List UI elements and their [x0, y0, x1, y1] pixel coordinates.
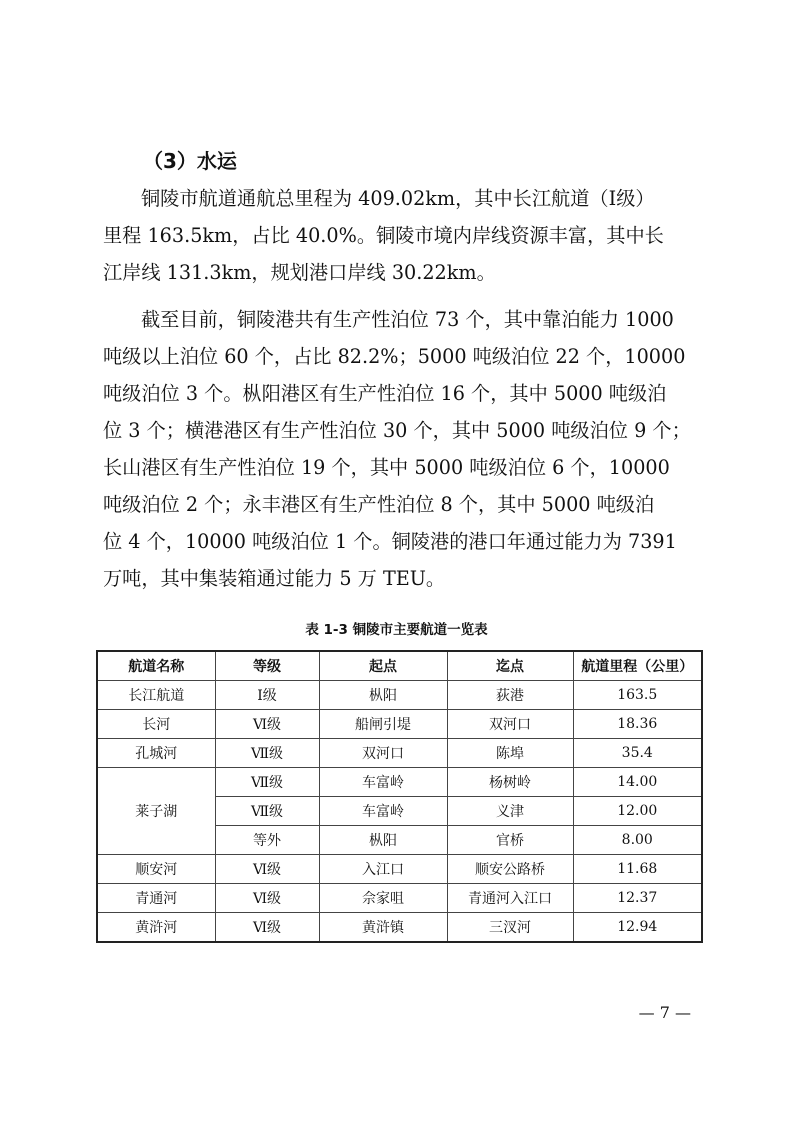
- text-line: 吨级泊位 3 个。枞阳港区有生产性泊位 16 个，其中 5000 吨级泊: [103, 382, 667, 405]
- cell-start-point: 枞阳: [319, 681, 447, 710]
- cell-mileage: 18.36: [573, 710, 702, 739]
- cell-grade: Ⅵ级: [215, 855, 319, 884]
- text-line: 位 4 个，10000 吨级泊位 1 个。铜陵港的港口年通过能力为 7391: [103, 530, 677, 553]
- text-line: 江岸线 131.3km，规划港口岸线 30.22km。: [103, 261, 496, 284]
- cell-end-point: 青通河入江口: [447, 884, 573, 913]
- cell-start-point: 黄浒镇: [319, 913, 447, 943]
- cell-grade: Ⅵ级: [215, 710, 319, 739]
- table-header-row: [97, 651, 702, 681]
- table-row: [97, 739, 702, 768]
- text-line: 长山港区有生产性泊位 19 个，其中 5000 吨级泊位 6 个，10000: [103, 456, 670, 479]
- cell-end-point: 杨树岭: [447, 768, 573, 797]
- cell-grade: Ⅶ级: [215, 797, 319, 826]
- paragraph-waterway-mileage: [103, 180, 698, 291]
- table-row: [97, 884, 702, 913]
- waterway-table: [96, 650, 703, 943]
- cell-mileage: 12.94: [573, 913, 702, 943]
- cell-route-name: 长河: [97, 710, 215, 739]
- cell-route-name: 莱子湖: [97, 768, 215, 855]
- cell-route-name: 孔城河: [97, 739, 215, 768]
- table-row: [97, 681, 702, 710]
- section-heading: （3）水运: [143, 149, 237, 173]
- cell-end-point: 义津: [447, 797, 573, 826]
- page-number: — 7 —: [638, 1003, 691, 1022]
- cell-end-point: 双河口: [447, 710, 573, 739]
- cell-end-point: 三汊河: [447, 913, 573, 943]
- table-row: [97, 913, 702, 943]
- cell-end-point: 官桥: [447, 826, 573, 855]
- cell-start-point: 双河口: [319, 739, 447, 768]
- text-line: 位 3 个；横港港区有生产性泊位 30 个，其中 5000 吨级泊位 9 个；: [103, 419, 691, 442]
- table-row: [97, 710, 702, 739]
- cell-mileage: 8.00: [573, 826, 702, 855]
- cell-start-point: 车富岭: [319, 797, 447, 826]
- cell-mileage: 35.4: [573, 739, 702, 768]
- cell-start-point: 车富岭: [319, 768, 447, 797]
- cell-grade: Ⅶ级: [215, 739, 319, 768]
- text-line: 里程 163.5km，占比 40.0%。铜陵市境内岸线资源丰富，其中长: [103, 224, 664, 247]
- cell-start-point: 入江口: [319, 855, 447, 884]
- text-line: 截至目前，铜陵港共有生产性泊位 73 个，其中靠泊能力 1000: [141, 308, 674, 331]
- cell-grade: Ⅵ级: [215, 913, 319, 943]
- header-mileage: 航道里程（公里）: [573, 651, 702, 681]
- paragraph-berths: [103, 301, 698, 597]
- cell-start-point: 枞阳: [319, 826, 447, 855]
- header-end-point: 迄点: [447, 651, 573, 681]
- table-row: [97, 855, 702, 884]
- header-start-point: 起点: [319, 651, 447, 681]
- text-line: 铜陵市航道通航总里程为 409.02km，其中长江航道（Ⅰ级）: [141, 187, 655, 210]
- cell-start-point: 佘家咀: [319, 884, 447, 913]
- text-line: 吨级以上泊位 60 个，占比 82.2%；5000 吨级泊位 22 个，10000: [103, 345, 686, 368]
- header-grade: 等级: [215, 651, 319, 681]
- table-caption: 表 1-3 铜陵市主要航道一览表: [305, 622, 488, 638]
- text-line: 吨级泊位 2 个；永丰港区有生产性泊位 8 个，其中 5000 吨级泊: [103, 493, 655, 516]
- cell-grade: Ⅶ级: [215, 768, 319, 797]
- cell-mileage: 12.00: [573, 797, 702, 826]
- cell-route-name: 黄浒河: [97, 913, 215, 943]
- cell-mileage: 163.5: [573, 681, 702, 710]
- cell-route-name: 青通河: [97, 884, 215, 913]
- cell-mileage: 12.37: [573, 884, 702, 913]
- text-line: 万吨，其中集装箱通过能力 5 万 TEU。: [103, 567, 446, 590]
- cell-mileage: 14.00: [573, 768, 702, 797]
- cell-route-name: 顺安河: [97, 855, 215, 884]
- cell-grade: 等外: [215, 826, 319, 855]
- cell-end-point: 顺安公路桥: [447, 855, 573, 884]
- cell-end-point: 荻港: [447, 681, 573, 710]
- table-row: [97, 768, 702, 797]
- cell-grade: Ⅰ级: [215, 681, 319, 710]
- cell-mileage: 11.68: [573, 855, 702, 884]
- cell-end-point: 陈埠: [447, 739, 573, 768]
- header-route-name: 航道名称: [97, 651, 215, 681]
- cell-start-point: 船闸引堤: [319, 710, 447, 739]
- cell-grade: Ⅵ级: [215, 884, 319, 913]
- cell-route-name: 长江航道: [97, 681, 215, 710]
